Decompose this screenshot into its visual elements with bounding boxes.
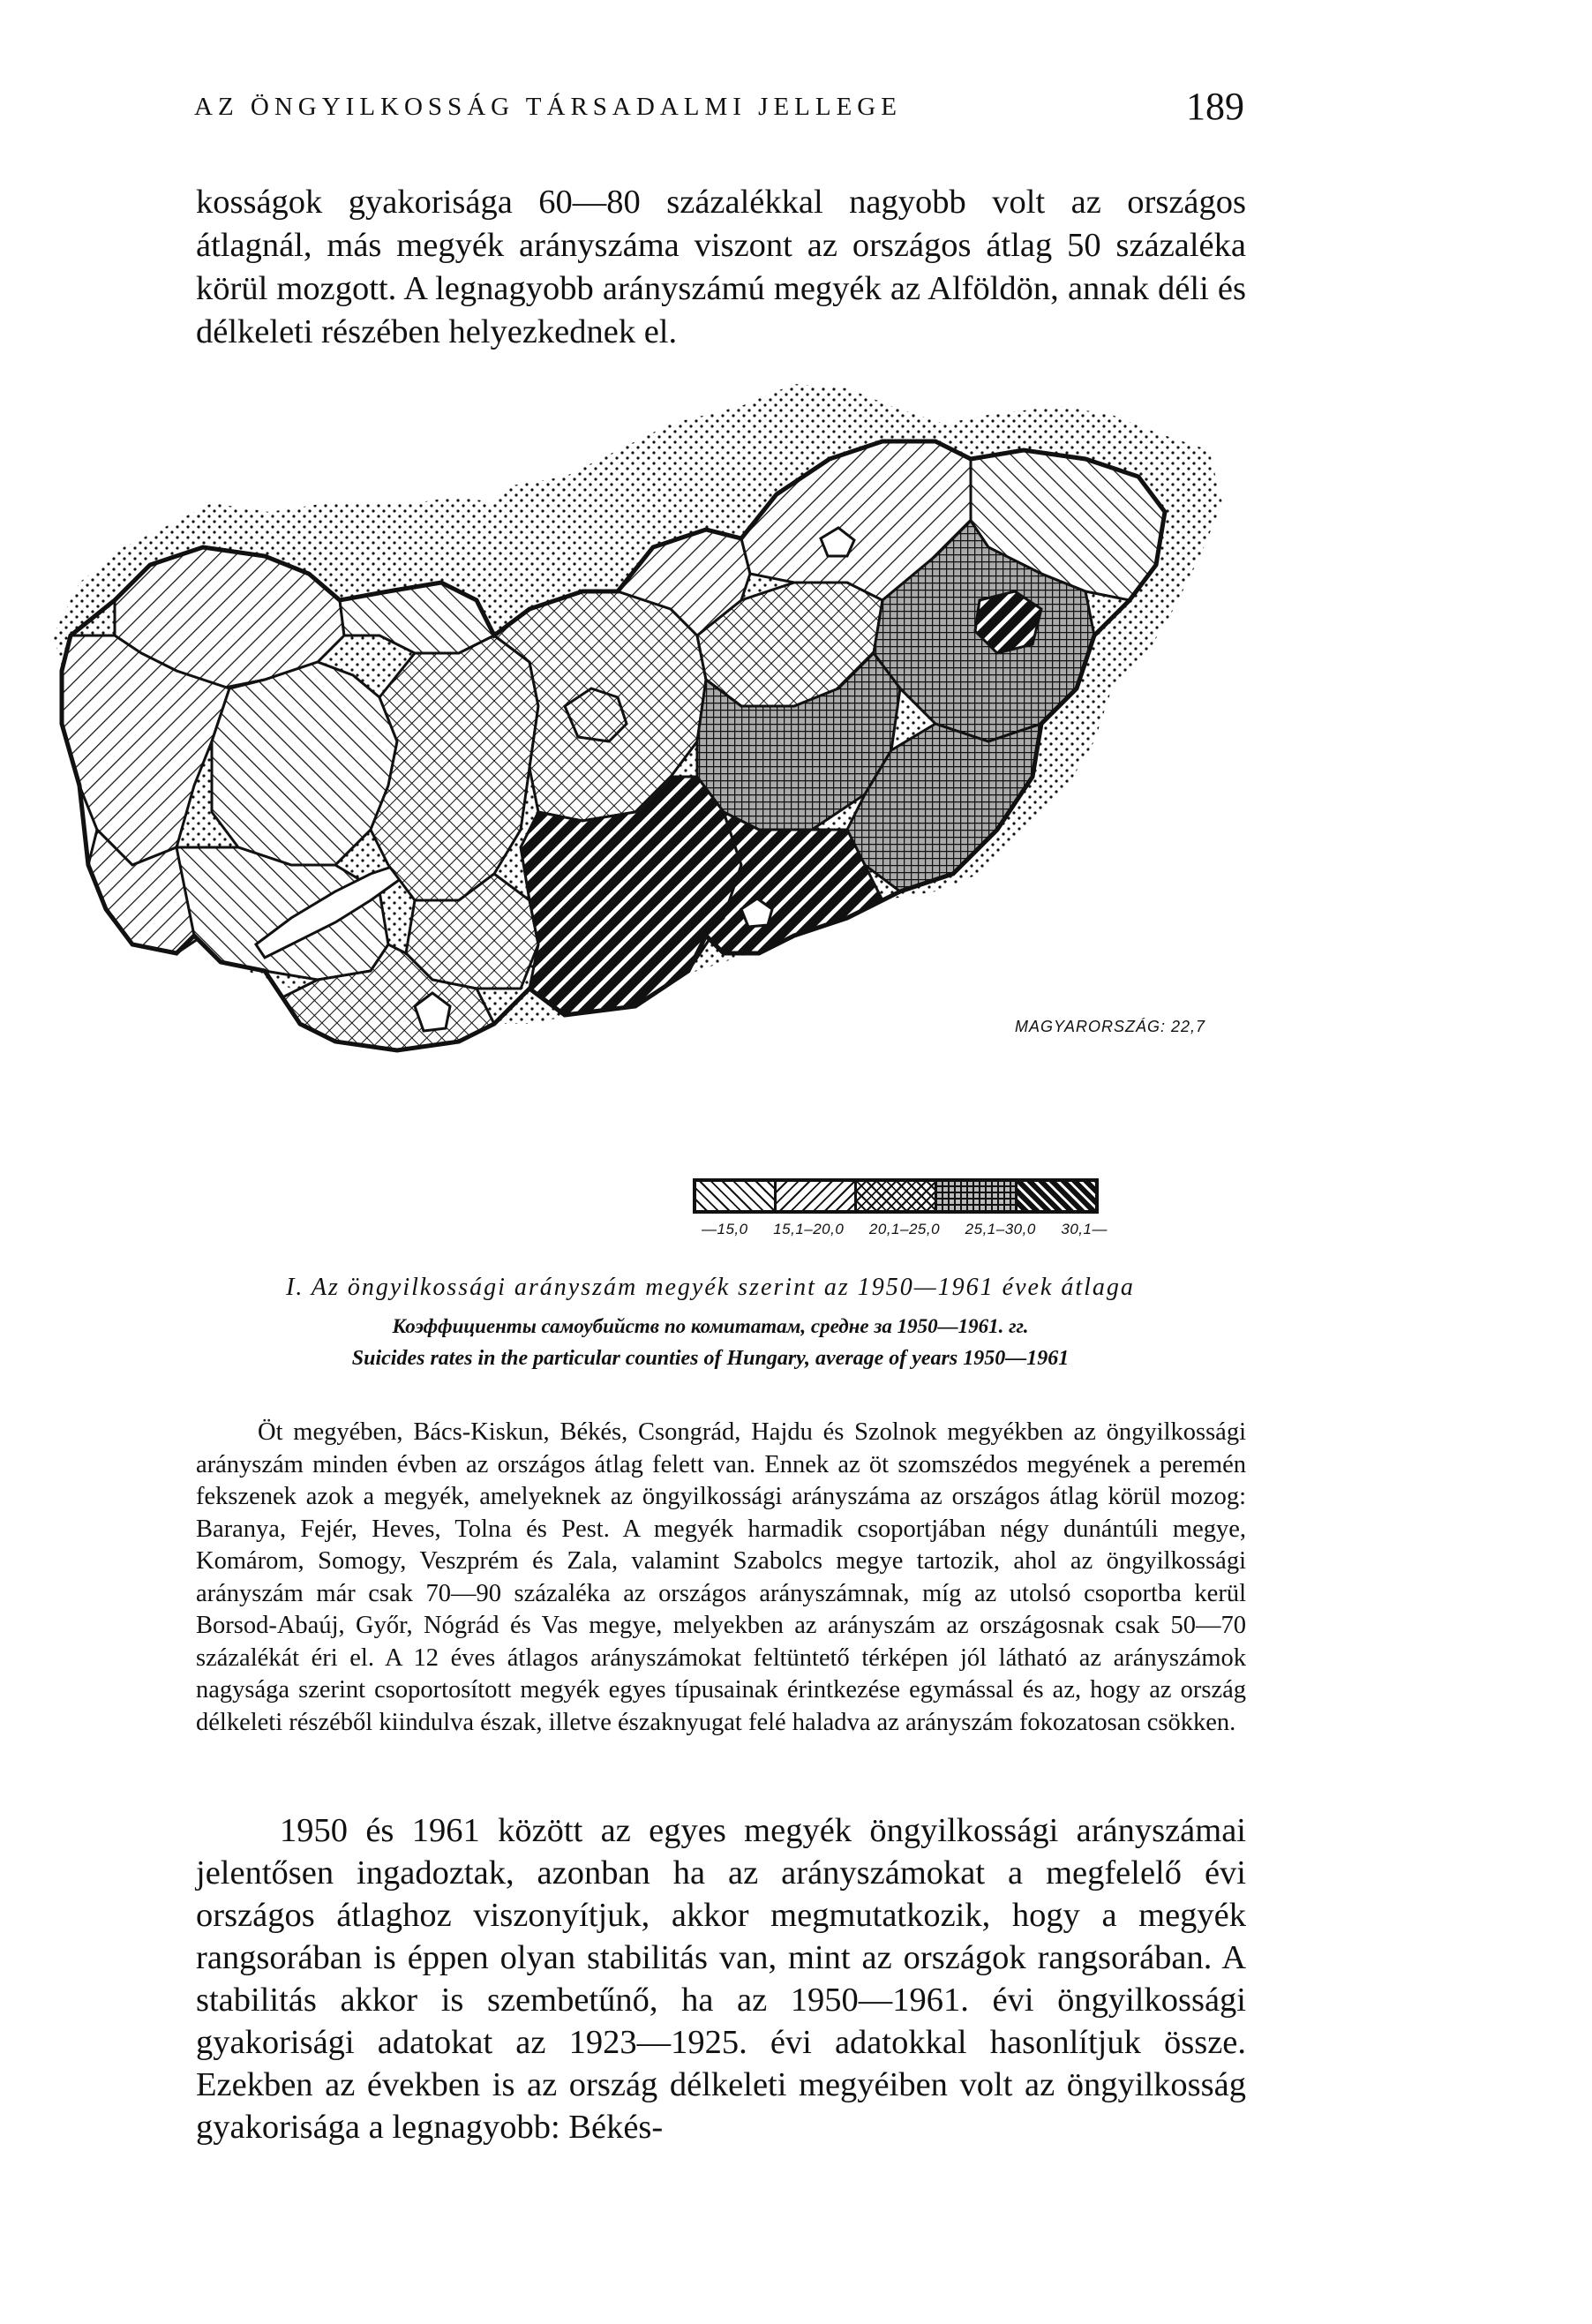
running-title: AZ ÖNGYILKOSSÁG TÁRSADALMI JELLEGE [194, 93, 902, 121]
figure-caption-hungarian: I. Az öngyilkossági arányszám megyék szerint az 1950—1961 évek átlaga [286, 1274, 1135, 1301]
legend-label-2: 15,1–20,0 [773, 1221, 845, 1237]
paragraph-bottom: 1950 és 1961 között az egyes megyék öngyilkossági arányszámai jelentősen ingadoztak, azonban ha az arányszámokat a megfelelő évi országos átlaghoz viszonyítjuk, akkor megmutatkozik, hogy a megyék rangsorában is éppen olyan stabilitás van, mint az országok rangsorában. A stabilitás akkor is szembetűnő, ha az 1950—1961. évi öngyilkossági gyakorisági adatokat az 1923—1925. évi adatokkal hasonlítjuk össze. Ezekben az években is az ország délkeleti megyéiben volt az öngyilkosság gyakorisága a legnagyobb: Békés- [196, 1812, 1246, 2146]
legend-label-5: 30,1— [1061, 1221, 1108, 1237]
figure-caption-russian: Коэффициенты самоубийств по комитатам, средне за 1950—1961. гг. [392, 1315, 1029, 1337]
legend-swatch-2 [777, 1182, 857, 1210]
legend-swatch-1 [696, 1182, 777, 1210]
figure-caption-english: Suicides rates in the particular counties of Hungary, average of years 1950—1961 [351, 1347, 1070, 1370]
page-number: 189 [1186, 85, 1244, 128]
legend-swatch-4 [937, 1182, 1018, 1210]
hungary-county-map [0, 371, 1592, 1218]
paragraph-top: kosságok gyakorisága 60—80 százalékkal nagyobb volt az országos átlagnál, más megyék arányszáma viszont az országos átlag 50 százaléka körül mozgott. A legnagyobb arányszámú megyék az Alföldön, annak déli és délkeleti részében helyezkednek el. [196, 184, 1246, 350]
legend-label-4: 25,1–30,0 [965, 1221, 1036, 1237]
legend-swatch-3 [857, 1182, 937, 1210]
map-legend [693, 1178, 1108, 1240]
legend-label-1: —15,0 [702, 1221, 748, 1237]
map-national-average-label: MAGYARORSZÁG: 22,7 [1015, 1018, 1206, 1035]
legend-labels [702, 1221, 1108, 1238]
legend-swatch-5 [1018, 1182, 1095, 1210]
paragraph-middle: Öt megyében, Bács-Kiskun, Békés, Csongrád, Hajdu és Szolnok megyékben az öngyilkossági arányszám minden évben az országos átlag felett van. Ennek az öt szomszédos megyének a peremén fekszenek azok a megyék, amelyeknek az öngyilkossági arányszáma az országos átlag körül mozog: Baranya, Fejér, Heves, Tolna és Pest. A megyék harmadik csoportjában négy dunántúli megye, Komárom, Somogy, Veszprém és Zala, valamint Szabolcs megye tartozik, ahol az öngyilkossági arányszám már csak 70—90 százaléka az országos arányszámnak, míg az utolsó csoportba kerül Borsod-Abaúj, Győr, Nógrád és Vas megye, melyekben az arányszám az országosnak csak 50—70 százalékát éri el. A 12 éves átlagos arányszámokat feltüntető térképen jól látható az arányszámok nagysága szerint csoportosított megyék egyes típusainak érintkezése egymással és az, hogy az ország délkeleti részéből kiindulva észak, illetve északnyugat felé haladva az arányszám fokozatosan csökken. [196, 1418, 1246, 1736]
legend-label-3: 20,1–25,0 [868, 1221, 941, 1237]
legend-swatches [693, 1178, 1099, 1214]
